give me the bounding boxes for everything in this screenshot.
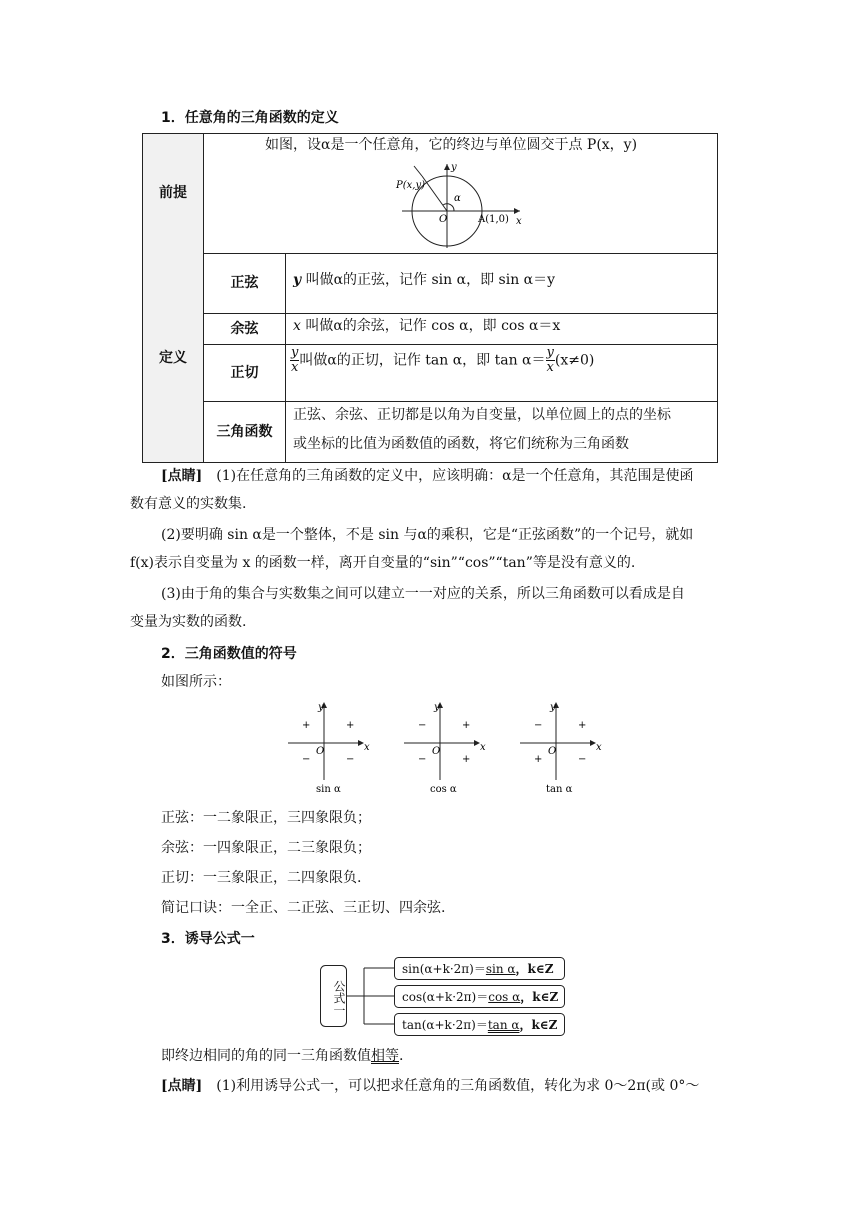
- tan-origin: O: [548, 746, 557, 757]
- summary-pre: 即终边相同的角的同一三角函数值: [161, 1048, 371, 1064]
- fig-y-label: y: [451, 162, 457, 173]
- cos-y-axis: y: [434, 702, 440, 713]
- summary-post: .: [399, 1048, 404, 1064]
- section1-heading: 1．任意角的三角函数的定义: [161, 110, 339, 126]
- tangent-def: 叫做α的正切，记作 tan α，即 tan α＝: [299, 352, 546, 369]
- sin-q1: +: [346, 720, 355, 731]
- tangent-frac-num-b: y: [546, 345, 554, 360]
- sign-rule-tan: 正切：一三象限正，二四象限负.: [161, 870, 362, 886]
- row-sine-name: 正弦: [230, 275, 259, 291]
- formula-tan: [402, 1016, 557, 1033]
- definition-label: 定义: [159, 350, 187, 366]
- formula-sin-fn: sin α: [485, 962, 516, 976]
- section3-note-text: (1)利用诱导公式一，可以把求任意角的三角函数值，转化为求 0～2π(或 0°～: [216, 1078, 700, 1094]
- section3-note-label: [点睛]: [161, 1078, 203, 1094]
- tan-q3: +: [534, 754, 543, 765]
- formula-tan-post: ，k∈Z: [519, 1018, 558, 1032]
- formula-box-label: 公式一: [332, 979, 346, 1016]
- sin-origin: O: [316, 746, 325, 757]
- sign-rule-cos: 余弦：一四象限正，二三象限负；: [161, 840, 371, 856]
- sin-q2: +: [302, 720, 311, 731]
- premise-label: 前提: [159, 185, 187, 201]
- fig-x-label: x: [516, 216, 522, 227]
- row-trig-name: 三角函数: [216, 424, 273, 440]
- section3-note: [161, 1076, 699, 1096]
- cos-q3: −: [418, 754, 427, 765]
- fig-origin-label: O: [439, 214, 448, 225]
- cosine-x-var: x: [293, 318, 301, 334]
- note2-line-a: (2)要明确 sin α是一个整体，不是 sin 与α的乘积，它是“正弦函数”的一个记号，就如: [161, 527, 694, 543]
- cos-origin: O: [432, 746, 441, 757]
- cosine-def: 叫做α的余弦，记作 cos α，即 cos α＝x: [300, 318, 561, 334]
- sine-def: 叫做α的正弦，记作 sin α，即 sin α＝y: [301, 272, 556, 288]
- section3-summary: [161, 1046, 403, 1066]
- row-trig-line2: 或坐标的比值为函数值的函数，将它们统称为三角函数: [293, 436, 629, 452]
- sin-q3: −: [302, 754, 311, 765]
- formula-cos-fn: cos α: [488, 990, 521, 1004]
- row-trig-line1: 正弦、余弦、正切都是以角为自变量，以单位圆上的点的坐标: [293, 407, 671, 423]
- note2-line-b: f(x)表示自变量为 x 的函数一样，离开自变量的“sin”“cos”“tan”等是没有意义的.: [130, 555, 636, 571]
- tan-caption: tan α: [546, 784, 573, 795]
- note1-line-b: 数有意义的实数集.: [130, 496, 247, 512]
- cos-q2: −: [418, 720, 427, 731]
- note3-line-a: (3)由于角的集合与实数集之间可以建立一一对应的关系，所以三角函数可以看成是自: [161, 586, 685, 602]
- fig-alpha-label: α: [454, 193, 461, 204]
- formula-tan-fn: tan α: [487, 1018, 520, 1032]
- tan-q4: −: [578, 754, 587, 765]
- formula-cos-pre: cos(α+k·2π)＝: [402, 990, 489, 1004]
- formula-cos: [402, 988, 558, 1005]
- section3-heading: 3．诱导公式一: [161, 931, 255, 947]
- formula-sin-post: ，k∈Z: [515, 962, 554, 976]
- point-a-label: A(1,0): [478, 214, 509, 225]
- row-tangent-name: 正切: [230, 365, 259, 381]
- cos-q4: +: [462, 754, 471, 765]
- note3-line-b: 变量为实数的函数.: [130, 614, 247, 630]
- summary-underlined: 相等: [371, 1048, 399, 1064]
- row-cosine-name: 余弦: [230, 321, 259, 337]
- formula-tan-pre: tan(α+k·2π)＝: [402, 1018, 488, 1032]
- formula-cos-post: ，k∈Z: [520, 990, 559, 1004]
- sin-caption: sin α: [316, 784, 341, 795]
- tan-q2: −: [534, 720, 543, 731]
- cos-q1: +: [462, 720, 471, 731]
- formula-sin: [402, 960, 553, 977]
- tangent-frac-den-a: x: [291, 360, 299, 375]
- premise-text: 如图，设α是一个任意角，它的终边与单位圆交于点 P(x，y): [265, 137, 638, 153]
- cos-x-axis: x: [480, 742, 486, 753]
- note1-text-a: (1)在任意角的三角函数的定义中，应该明确：α是一个任意角，其范围是使函: [216, 468, 694, 484]
- sine-y-var: y: [293, 272, 302, 288]
- cos-caption: cos α: [430, 784, 457, 795]
- tangent-frac-num-a: y: [291, 345, 299, 360]
- sin-x-axis: x: [364, 742, 370, 753]
- sign-mnemonic: 简记口诀：一全正、二正弦、三正切、四余弦.: [161, 900, 446, 916]
- point-p-label: P(x,y): [396, 180, 425, 191]
- tangent-frac-den-b: x: [546, 360, 554, 375]
- section2-heading: 2．三角函数值的符号: [161, 646, 297, 662]
- section2-intro: 如图所示：: [161, 674, 231, 690]
- tan-x-axis: x: [596, 742, 602, 753]
- note-label: [点睛]: [161, 468, 203, 484]
- tan-y-axis: y: [550, 702, 556, 713]
- tan-q1: +: [578, 720, 587, 731]
- formula-sin-pre: sin(α+k·2π)＝: [402, 962, 486, 976]
- sign-rule-sin: 正弦：一二象限正，三四象限负；: [161, 810, 371, 826]
- tangent-cond: (x≠0): [554, 352, 595, 369]
- sin-q4: −: [346, 754, 355, 765]
- sin-y-axis: y: [318, 702, 324, 713]
